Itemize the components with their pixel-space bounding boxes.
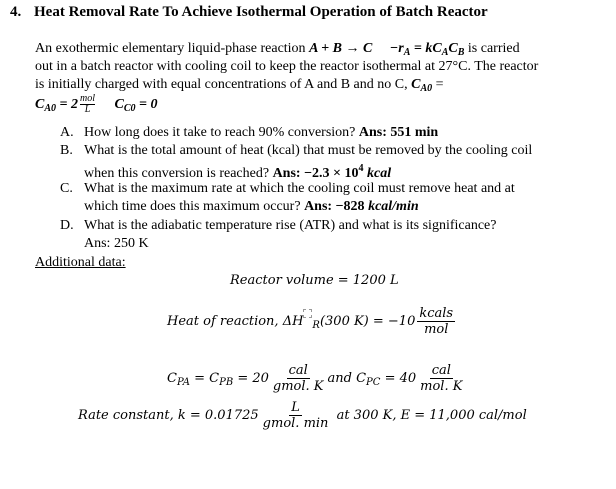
ca0-value-sub: A0 — [44, 102, 57, 114]
ca0-value-eq: = 2 — [56, 96, 78, 112]
rate-rhs-k: = kC — [413, 41, 442, 56]
cp-c-sub: PC — [366, 377, 381, 388]
rate-law — [390, 41, 465, 56]
question-a-text: How long does it take to reach 90% conversion? — [84, 125, 359, 140]
placeholder-box — [303, 309, 312, 318]
ca0-c: C — [411, 77, 421, 92]
question-b — [60, 142, 532, 160]
rate-lhs: −r — [389, 41, 404, 56]
question-c-text-1: What is the maximum rate at which the cooling coil must remove heat and at — [84, 181, 515, 196]
cp-c-label: and C — [327, 371, 367, 386]
ca0-inline — [411, 77, 432, 92]
rate-sub-a: A — [441, 47, 449, 58]
rate-constant-unit-den: gmol. min — [262, 416, 329, 431]
question-c-text-2: which time does this maximum occur? — [84, 199, 305, 214]
question-d-letter: D. — [60, 218, 74, 233]
question-a — [60, 124, 438, 142]
rate-constant-label: Rate constant, k = 0.01725 — [78, 408, 259, 423]
cp-ab-unit — [271, 363, 326, 394]
question-d — [60, 217, 496, 235]
heat-label: Heat of reaction, ΔH — [167, 314, 304, 329]
reactor-volume: Reactor volume = 1200 L — [230, 273, 399, 288]
rate-lhs-sub: A — [403, 47, 411, 58]
ca0-unit-num: mol — [80, 93, 95, 104]
cp-a-c: C — [167, 371, 177, 386]
ca0-eq: = — [432, 77, 444, 92]
intro-line-2: out in a batch reactor with cooling coil to keep the reactor isothermal at 27°C. The reactor — [35, 59, 539, 74]
question-b-letter: B. — [60, 143, 73, 158]
ca0-unit-fraction — [80, 94, 95, 115]
rate-constant-tail: at 300 K, E = 11,000 cal/mol — [332, 408, 527, 423]
cp-ab-unit-num: cal — [288, 363, 308, 378]
cc0-value-c: C — [114, 96, 124, 112]
rate-sub-b: B — [457, 47, 465, 58]
heat-unit-fraction — [417, 306, 455, 337]
cp-c-unit-den: mol. K — [420, 379, 463, 394]
ca0-value-c: C — [35, 96, 45, 112]
question-b-text-2: when this conversion is reached? — [84, 166, 273, 181]
rate-constant-unit-num: L — [291, 400, 300, 415]
intro-text: An exothermic elementary liquid-phase reaction — [35, 41, 310, 56]
question-b-exponent: 4 — [358, 163, 364, 174]
cp-b-c: = C — [190, 371, 220, 386]
initial-conditions — [35, 94, 158, 118]
question-c-cont — [84, 198, 419, 216]
heat-value: (300 K) = −10 — [319, 314, 416, 329]
cc0-value-sub: C0 — [123, 102, 136, 114]
cp-ab-unit-den: gmol. K — [272, 379, 324, 394]
additional-data-heading: Additional data: — [35, 255, 126, 270]
question-c-answer-value: −828 — [335, 199, 369, 214]
intro-line-3-text: is initially charged with equal concentrations of A and B and no C, — [35, 77, 412, 92]
problem-title — [10, 4, 488, 21]
question-b-answer: Ans: −2.3 × 10 — [272, 166, 359, 181]
question-c-answer-unit: kcal/min — [368, 199, 419, 214]
question-d-answer: Ans: 250 K — [84, 236, 149, 251]
cp-c-unit — [418, 363, 464, 394]
problem-number: 4. — [10, 4, 22, 20]
intro-text-end: is carried — [464, 41, 520, 56]
question-a-letter: A. — [60, 125, 74, 140]
cc0-value-eq: = 0 — [135, 96, 158, 112]
question-c — [60, 180, 515, 198]
ca0-sub: A0 — [420, 83, 433, 94]
question-a-answer: Ans: 551 min — [358, 125, 439, 140]
heat-sub: R — [312, 320, 320, 331]
heat-of-reaction — [167, 306, 457, 337]
ca0-value — [35, 97, 78, 112]
question-d-text: What is the adiabatic temperature rise (ATR) and what is its significance? — [84, 218, 497, 233]
cp-c-unit-num: cal — [431, 363, 451, 378]
rate-constant — [78, 400, 527, 431]
cp-a-sub: PA — [176, 377, 190, 388]
cp-b-sub: PB — [219, 377, 234, 388]
question-b-text-1: What is the total amount of heat (kcal) that must be removed by the cooling coil — [84, 143, 533, 158]
cc0-value — [115, 97, 158, 112]
problem-title-text: Heat Removal Rate To Achieve Isothermal Operation of Batch Reactor — [34, 4, 488, 20]
question-c-letter: C. — [60, 181, 73, 196]
cp-c-value: = 40 — [380, 371, 417, 386]
cp-ab-value: = 20 — [233, 371, 269, 386]
heat-unit-num: kcals — [419, 306, 454, 321]
heat-unit-den: mol — [424, 322, 449, 337]
question-c-answer-label: Ans: — [304, 199, 336, 214]
rate-c: C — [448, 41, 458, 56]
heat-capacities — [167, 363, 466, 394]
reaction-equation: A + B → C — [309, 41, 373, 56]
ca0-unit-den: L — [84, 104, 91, 115]
rate-constant-unit — [261, 400, 331, 431]
question-b-unit: kcal — [363, 166, 392, 181]
